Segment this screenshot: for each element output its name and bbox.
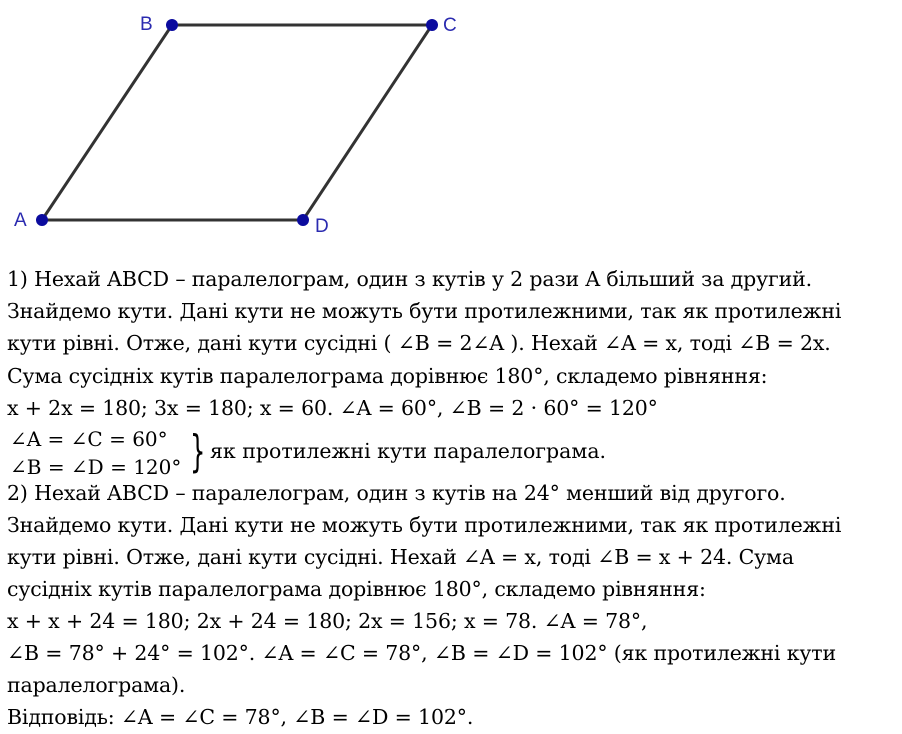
part1-line-5: x + 2x = 180; 3x = 180; x = 60. ∠A = 60°, ∠B = 2 · 60° = 120°	[7, 396, 658, 420]
brace-note: як протилежні кути паралелограма.	[210, 439, 607, 463]
part2-line-2: Знайдемо кути. Дані кути не можуть бути протилежними, так як протилежні	[7, 513, 842, 537]
vertex-c-label: C	[443, 15, 457, 36]
part2-line-4: сусідніх кутів паралелограма дорівнює 180°, складемо рівняння:	[7, 577, 706, 601]
vertex-a-label: A	[14, 210, 27, 231]
vertex-c-point	[426, 19, 438, 31]
part1-line-4: Сума сусідніх кутів паралелограма дорівнює 180°, складемо рівняння:	[7, 364, 768, 388]
vertex-d-point	[297, 214, 309, 226]
vertex-d-label: D	[315, 216, 329, 237]
part2-line-7: паралелограма).	[7, 673, 186, 697]
angle-pair-ac: ∠A = ∠C = 60°	[10, 427, 168, 451]
parallelogram-abcd	[42, 25, 432, 220]
vertex-b-point	[166, 19, 178, 31]
answer-line: Відповідь: ∠A = ∠C = 78°, ∠B = ∠D = 102°.	[7, 705, 474, 729]
part2-line-3: кути рівні. Отже, дані кути сусідні. Нехай ∠A = x, тоді ∠B = x + 24. Сума	[7, 545, 794, 569]
parallelogram-figure	[0, 0, 902, 262]
part1-line-3: кути рівні. Отже, дані кути сусідні ( ∠B = 2∠A ). Нехай ∠A = x, тоді ∠B = 2x.	[7, 331, 831, 355]
curly-brace: }	[190, 426, 206, 477]
part2-line-1: 2) Нехай ABCD – паралелограм, один з кутів на 24° менший від другого.	[7, 481, 786, 505]
vertex-a-point	[36, 214, 48, 226]
part2-line-6: ∠B = 78° + 24° = 102°. ∠A = ∠C = 78°, ∠B = ∠D = 102° (як протилежні кути	[7, 641, 836, 665]
part2-line-5: x + x + 24 = 180; 2x + 24 = 180; 2x = 156; x = 78. ∠A = 78°,	[7, 609, 648, 633]
vertex-b-label: B	[140, 14, 153, 35]
part1-line-1: 1) Нехай ABCD – паралелограм, один з кутів у 2 рази A більший за другий.	[7, 267, 812, 291]
part1-line-2: Знайдемо кути. Дані кути не можуть бути протилежними, так як протилежні	[7, 299, 842, 323]
angle-pair-bd: ∠B = ∠D = 120°	[10, 455, 182, 479]
